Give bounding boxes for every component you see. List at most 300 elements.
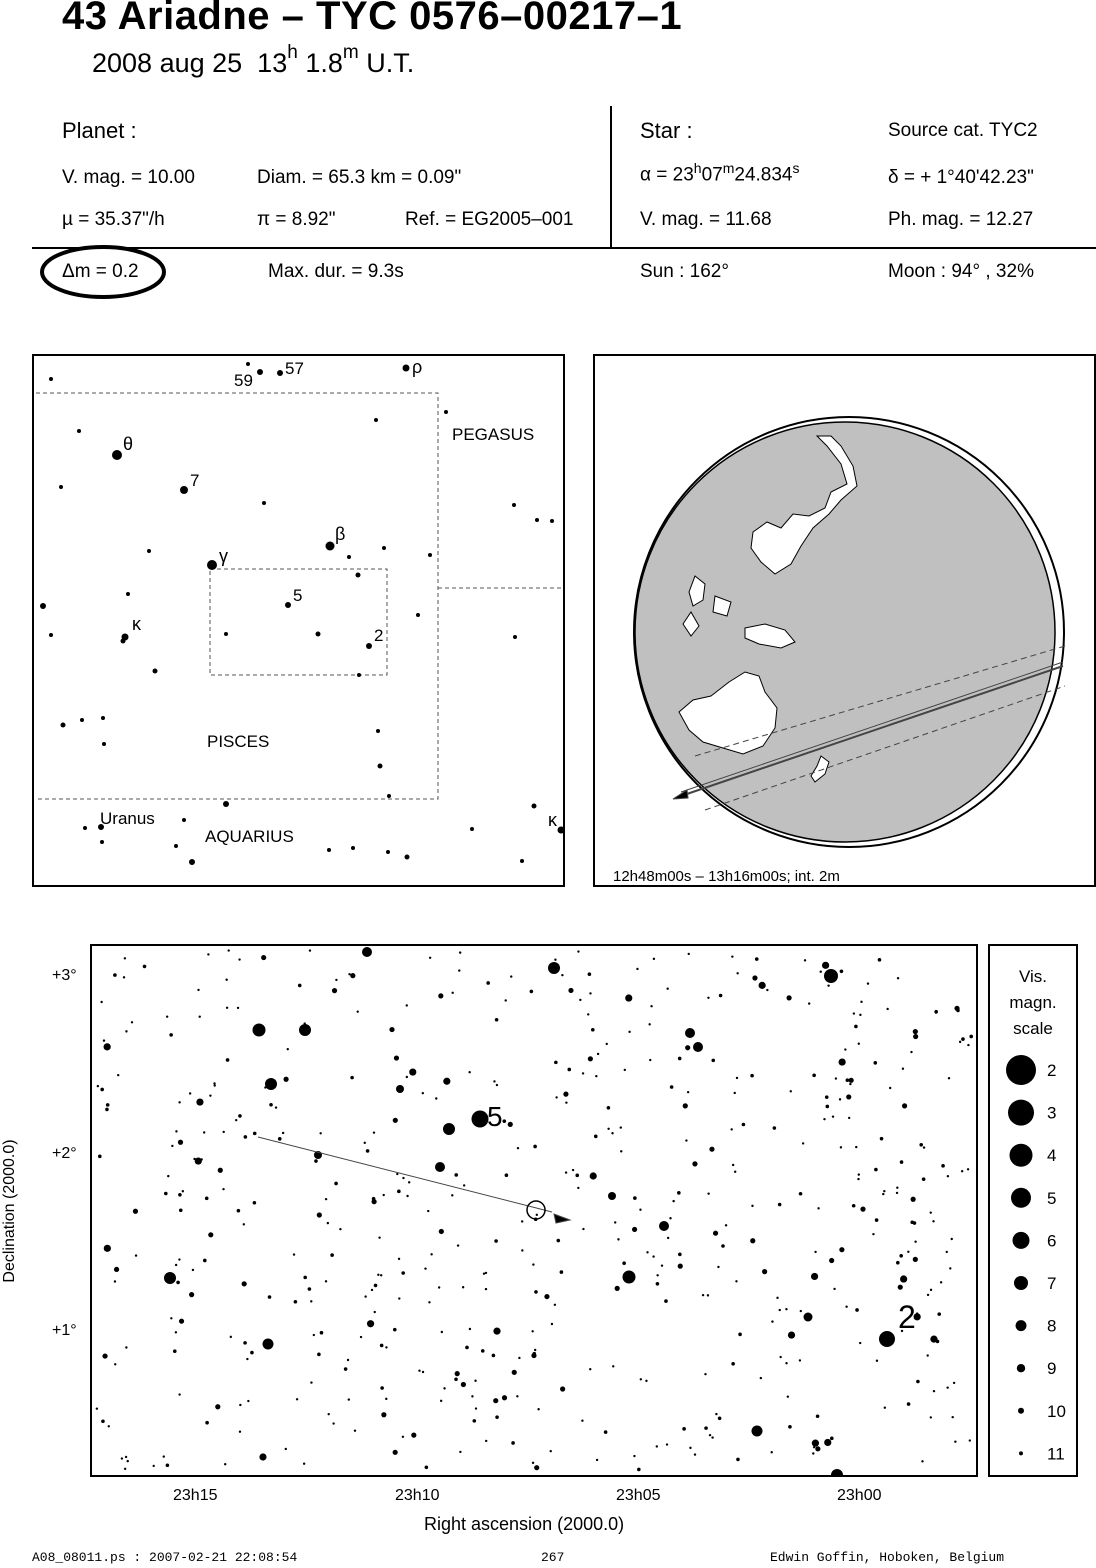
finder-star — [356, 573, 361, 578]
field-star — [639, 1209, 641, 1211]
field-star — [882, 1193, 884, 1195]
field-star — [335, 979, 337, 981]
finder-star — [347, 555, 351, 559]
field-star — [556, 1239, 560, 1243]
finder-star — [223, 801, 229, 807]
field-star — [846, 1094, 851, 1099]
field-star — [451, 1194, 453, 1196]
finder-label-5: 5 — [293, 586, 303, 605]
finder-chart — [32, 354, 565, 887]
field-star — [468, 1071, 470, 1073]
xtick-23h15: 23h15 — [173, 1487, 218, 1504]
field-star — [214, 1084, 216, 1086]
finder-star — [80, 718, 84, 722]
field-star — [398, 1297, 400, 1299]
finder-star — [59, 485, 63, 489]
event-title: 43 Ariadne – TYC 0576–00217–1 — [62, 0, 683, 38]
field-star — [669, 1217, 671, 1219]
field-star — [102, 1353, 107, 1358]
field-star — [298, 984, 302, 988]
scale-label-10: 10 — [1047, 1401, 1066, 1421]
field-star — [694, 1453, 696, 1455]
footer-page: 267 — [541, 1550, 565, 1565]
field-star — [485, 1288, 487, 1290]
star-ra: $\alpha = 23^h07^m24.834^s$ — [640, 160, 800, 186]
field-star — [106, 1103, 110, 1107]
field-star — [664, 1299, 668, 1303]
field-star — [178, 1258, 180, 1260]
field-star — [612, 1365, 614, 1367]
field-star — [319, 1132, 321, 1134]
finder-star — [189, 859, 195, 865]
finder-star — [262, 501, 266, 505]
field-star — [226, 1007, 228, 1009]
field-star — [833, 1288, 835, 1290]
field-star — [579, 999, 581, 1001]
field-star — [734, 1092, 736, 1094]
field-star — [143, 965, 147, 969]
field-star — [243, 1341, 247, 1345]
finder-star — [174, 844, 178, 848]
field-star — [317, 1212, 322, 1217]
field-star — [313, 1334, 315, 1336]
field-star — [389, 1027, 394, 1032]
field-star — [632, 1227, 637, 1232]
field-star — [760, 1377, 762, 1379]
detail-svg — [92, 946, 976, 1475]
field-star — [567, 1068, 571, 1072]
finder-star — [428, 553, 432, 557]
field-star — [646, 1251, 648, 1253]
star-vmag: V. mag. = 11.68 — [640, 209, 772, 230]
event-time: 2008 aug 25 13$^h$ 1.8$^m$ U.T. — [92, 42, 415, 78]
finder-svg — [34, 356, 563, 885]
field-star — [532, 1352, 536, 1356]
field-star — [587, 1013, 589, 1015]
field-star — [725, 1224, 727, 1226]
field-star — [247, 1400, 249, 1402]
bright-star — [752, 1426, 763, 1437]
field-star — [481, 1349, 485, 1353]
field-star — [731, 1362, 735, 1366]
field-star — [620, 1126, 622, 1128]
xtick-23h05: 23h05 — [616, 1487, 661, 1504]
field-star — [380, 1344, 384, 1348]
bright-star — [263, 1339, 274, 1350]
bright-star — [879, 1331, 895, 1347]
field-star — [225, 979, 227, 981]
xtick-23h00: 23h00 — [837, 1487, 882, 1504]
bright-star — [362, 947, 372, 957]
field-star — [103, 1039, 105, 1041]
scale-dot-2 — [1006, 1055, 1036, 1085]
field-star — [372, 1199, 377, 1204]
field-star — [937, 1312, 941, 1316]
field-star — [125, 1030, 127, 1032]
field-star — [246, 1358, 248, 1360]
field-star — [930, 1211, 932, 1213]
field-star — [947, 1175, 949, 1177]
field-star — [518, 1357, 520, 1359]
field-star — [374, 1311, 376, 1313]
field-star — [648, 1023, 650, 1025]
field-star — [844, 1048, 846, 1050]
field-star — [97, 1085, 99, 1087]
field-star — [823, 1118, 825, 1120]
finder-star — [374, 418, 378, 422]
finder-star — [180, 486, 188, 494]
field-star — [732, 1164, 734, 1166]
field-star — [131, 1021, 133, 1023]
finder-star — [550, 519, 554, 523]
field-star — [582, 1228, 584, 1230]
field-star — [554, 959, 556, 961]
field-star — [620, 1150, 622, 1152]
field-star — [951, 1238, 953, 1240]
field-star — [327, 1222, 329, 1224]
planet-vmag: V. mag. = 10.00 — [62, 167, 195, 188]
field-star — [166, 1015, 168, 1017]
field-star — [493, 1328, 500, 1335]
field-star — [182, 1190, 184, 1192]
finder-star — [444, 410, 448, 414]
field-star — [269, 1103, 273, 1107]
finder-star — [126, 592, 130, 596]
field-star — [615, 1286, 620, 1291]
finder-label-2: 2 — [374, 626, 384, 645]
scale-dot-10 — [1018, 1408, 1024, 1414]
field-star — [492, 1354, 496, 1358]
star-dec: δ = + 1°40'42.23" — [888, 167, 1034, 188]
field-star — [494, 1239, 498, 1243]
field-star — [339, 1228, 341, 1230]
field-star — [880, 1137, 884, 1141]
field-star — [354, 1430, 356, 1432]
scale-label-9: 9 — [1047, 1359, 1057, 1379]
field-star — [565, 1101, 567, 1103]
field-star — [649, 1059, 651, 1061]
field-star — [800, 1310, 802, 1312]
field-star — [826, 1105, 830, 1109]
finder-star — [83, 826, 87, 830]
scale-dot-5 — [1011, 1188, 1031, 1208]
scale-dot-4 — [1010, 1144, 1033, 1167]
field-star — [771, 1320, 773, 1322]
field-star — [913, 1034, 918, 1039]
field-star — [832, 1115, 834, 1117]
field-star — [759, 982, 766, 989]
field-star — [406, 1076, 408, 1078]
scale-label-11: 11 — [1047, 1444, 1065, 1464]
field-star — [814, 1251, 816, 1253]
moon-info: Moon : 94° , 32% — [888, 261, 1034, 282]
field-star — [209, 1094, 211, 1096]
field-star — [750, 1074, 754, 1078]
field-star — [858, 1173, 860, 1175]
field-star — [816, 1414, 820, 1418]
finder-star — [520, 859, 524, 863]
field-star — [667, 1237, 669, 1239]
field-star — [250, 1351, 254, 1355]
field-star — [293, 1253, 295, 1255]
field-star — [661, 1264, 663, 1266]
field-star — [849, 1078, 854, 1083]
field-star — [683, 1103, 688, 1108]
bright-star — [396, 1085, 404, 1093]
field-star — [788, 1425, 792, 1429]
field-star — [886, 1008, 888, 1010]
finder-star — [558, 827, 564, 834]
field-star — [637, 1468, 641, 1472]
field-star — [534, 1349, 536, 1351]
field-star — [731, 955, 733, 957]
earth-globe — [595, 356, 1094, 885]
finder-star — [182, 818, 186, 822]
finder-label-kappa: κ — [132, 614, 141, 634]
field-star — [348, 973, 350, 975]
field-star — [812, 1440, 819, 1447]
field-star — [163, 1455, 165, 1457]
globe-panel — [593, 354, 1096, 887]
field-star — [171, 1145, 173, 1147]
field-star — [560, 1386, 565, 1391]
finder-star — [376, 729, 380, 733]
finder-star — [121, 639, 126, 644]
finder-star — [366, 643, 372, 649]
field-star — [884, 1407, 886, 1409]
field-star — [953, 1382, 955, 1384]
field-star — [243, 1223, 245, 1225]
field-star — [125, 1456, 127, 1458]
field-star — [902, 1068, 904, 1070]
field-star — [429, 957, 431, 959]
footer-file: A08_08011.ps : 2007-02-21 22:08:54 — [32, 1550, 298, 1565]
finder-star — [416, 613, 420, 617]
field-star — [799, 1359, 801, 1361]
field-star — [101, 1419, 105, 1423]
field-star — [317, 1353, 321, 1357]
chart-label-5: 5 — [487, 1101, 503, 1132]
field-star — [178, 1140, 183, 1145]
field-star — [721, 1244, 725, 1248]
field-star — [913, 1221, 917, 1225]
bright-star — [824, 969, 838, 983]
field-star — [785, 1362, 787, 1364]
field-star — [597, 1053, 599, 1055]
source-catalog: Source cat. TYC2 — [888, 120, 1038, 141]
scale-svg — [990, 946, 1076, 1475]
field-star — [309, 949, 311, 951]
field-star — [734, 1171, 736, 1173]
field-star — [96, 1407, 98, 1409]
field-star — [785, 1308, 787, 1310]
ytick-2: +2° — [52, 1145, 77, 1162]
field-star — [633, 1455, 635, 1457]
finder-star — [512, 503, 516, 507]
sun-elongation: Sun : 162° — [640, 261, 729, 282]
field-star — [835, 1077, 837, 1079]
field-star — [846, 1078, 850, 1082]
field-star — [688, 953, 690, 955]
field-star — [949, 1267, 951, 1269]
field-star — [940, 1281, 942, 1283]
field-star — [788, 1331, 795, 1338]
xtick-23h10: 23h10 — [395, 1487, 440, 1504]
field-star — [381, 1412, 386, 1417]
field-star — [347, 1359, 349, 1361]
field-star — [685, 1139, 687, 1141]
field-star — [544, 1294, 549, 1299]
event-date: 2008 aug 25 — [92, 48, 243, 78]
field-star — [530, 990, 534, 994]
field-star — [565, 1171, 567, 1173]
finder-star — [387, 794, 391, 798]
ytick-1: +1° — [52, 1322, 77, 1339]
field-star — [303, 1276, 307, 1280]
field-star — [685, 1045, 690, 1050]
bright-star — [608, 1192, 616, 1200]
field-star — [702, 1294, 704, 1296]
field-star — [561, 974, 563, 976]
field-star — [114, 1280, 116, 1282]
field-star — [969, 1035, 973, 1039]
field-star — [735, 1280, 737, 1282]
field-star — [328, 1413, 330, 1415]
bright-star — [253, 1024, 266, 1037]
field-star — [397, 1190, 401, 1194]
field-star — [776, 1297, 778, 1299]
finder-label-beta: β — [335, 524, 346, 544]
field-star — [577, 950, 579, 952]
field-star — [617, 1238, 619, 1240]
field-star — [285, 1448, 287, 1450]
field-star — [493, 1080, 495, 1082]
finder-star — [470, 827, 474, 831]
field-star — [787, 1395, 789, 1397]
field-star — [268, 1295, 272, 1299]
field-star — [224, 1463, 226, 1465]
magnitude-drop: Δm = 0.2 — [62, 261, 139, 282]
field-star — [730, 1128, 732, 1130]
field-star — [170, 1317, 172, 1319]
field-star — [385, 1398, 387, 1400]
field-star — [310, 1300, 312, 1302]
field-star — [505, 1173, 509, 1177]
field-star — [914, 1241, 916, 1243]
field-star — [135, 1254, 137, 1256]
ytick-3: +3° — [52, 967, 77, 984]
field-star — [189, 1092, 191, 1094]
field-star — [582, 1072, 584, 1074]
field-star — [604, 1430, 608, 1434]
field-star — [215, 1404, 220, 1409]
field-star — [463, 1184, 465, 1186]
field-star — [230, 1336, 232, 1338]
field-star — [465, 1346, 469, 1350]
field-star — [374, 1284, 378, 1288]
field-star — [812, 1074, 816, 1078]
field-star — [133, 1209, 138, 1214]
field-star — [677, 1191, 681, 1195]
field-star — [175, 1130, 177, 1132]
bright-star — [472, 1111, 489, 1128]
field-star — [900, 1160, 904, 1164]
field-star — [532, 1263, 534, 1265]
field-star — [205, 1421, 209, 1425]
scale-dot-9 — [1017, 1364, 1025, 1372]
field-star — [628, 1031, 630, 1033]
field-star — [259, 1453, 266, 1460]
field-star — [237, 1209, 241, 1213]
planet-parallax: π = 8.92" — [257, 209, 336, 230]
field-star — [124, 957, 126, 959]
planet-diameter: Diam. = 65.3 km = 0.09" — [257, 167, 462, 188]
field-star — [859, 1342, 861, 1344]
field-star — [393, 1328, 397, 1332]
field-star — [606, 1043, 608, 1045]
bright-star — [443, 1123, 455, 1135]
field-star — [692, 1161, 697, 1166]
bright-star — [265, 1078, 277, 1090]
field-star — [656, 1274, 658, 1276]
field-star — [954, 1440, 956, 1442]
field-star — [516, 1395, 518, 1397]
field-star — [393, 1450, 398, 1455]
field-star — [916, 1380, 920, 1384]
field-star — [459, 951, 461, 953]
finder-star — [532, 804, 537, 809]
field-star — [771, 1451, 773, 1453]
bright-star — [623, 1271, 636, 1284]
scale-label-3: 3 — [1047, 1103, 1057, 1123]
field-star — [935, 1011, 937, 1013]
field-star — [438, 1286, 440, 1288]
field-star — [666, 1443, 668, 1445]
field-star — [948, 1077, 950, 1079]
field-star — [167, 1175, 169, 1177]
field-star — [825, 1095, 829, 1099]
field-star — [532, 1462, 534, 1464]
scale-dot-11 — [1019, 1451, 1023, 1455]
field-star — [933, 1390, 935, 1392]
field-star — [401, 1271, 405, 1275]
field-star — [672, 1200, 674, 1202]
field-star — [195, 1157, 202, 1164]
field-star — [124, 1468, 126, 1470]
field-star — [235, 1119, 237, 1121]
field-star — [551, 1323, 553, 1325]
field-star — [849, 1083, 851, 1085]
bright-star — [831, 1469, 843, 1475]
field-star — [875, 1218, 879, 1222]
field-star — [607, 1128, 609, 1130]
field-star — [717, 1266, 719, 1268]
field-star — [640, 1378, 642, 1380]
field-star — [910, 1051, 912, 1053]
field-star — [536, 1214, 538, 1216]
field-star — [707, 997, 709, 999]
field-star — [425, 1466, 429, 1470]
field-star — [930, 1289, 932, 1291]
field-star — [406, 1195, 408, 1197]
field-star — [100, 1001, 102, 1003]
field-star — [537, 1408, 539, 1410]
field-star — [196, 1098, 203, 1105]
finder-label-rho: ρ — [412, 357, 423, 377]
field-star — [108, 1425, 110, 1427]
field-star — [704, 1373, 706, 1375]
field-star — [858, 1043, 860, 1045]
